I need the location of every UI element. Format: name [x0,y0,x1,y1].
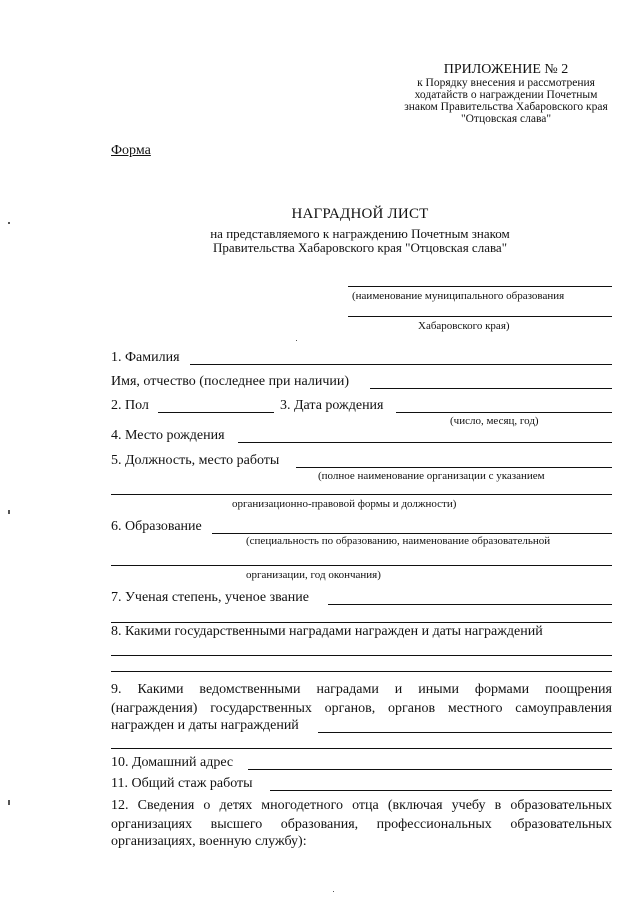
municipality-hint-1: (наименование муниципального образования [352,290,565,302]
field-education-hint-2: организации, год окончания) [246,569,381,581]
scan-speck [8,510,10,514]
field-name-line[interactable] [370,388,612,389]
field-state-awards-line-2[interactable] [111,671,612,672]
scan-speck [8,222,10,224]
field-children-line-2: организациях высшего образования, профессиональных образовательных [111,817,612,832]
field-address-line[interactable] [248,769,612,770]
field-dept-awards-line-2: (награждения) государственных органов, органов местного самоуправления [111,701,612,716]
field-surname-label: 1. Фамилия [111,350,180,365]
field-education-line[interactable] [212,533,612,534]
field-dept-awards-line-2[interactable] [111,748,612,749]
municipality-line-1[interactable] [348,286,612,287]
appendix-title: ПРИЛОЖЕНИЕ № 2 [443,62,569,77]
field-name-label: Имя, отчество (последнее при наличии) [111,374,350,389]
field-experience-label: 11. Общий стаж работы [111,776,253,791]
field-birthplace-label: 4. Место рождения [111,428,225,443]
field-degree-line-2[interactable] [111,622,612,623]
field-birthdate-label: 3. Дата рождения [280,398,384,413]
municipality-line-2[interactable] [348,316,612,317]
field-dept-awards-line-3: награжден и даты награждений [111,718,299,733]
field-position-label: 5. Должность, место работы [111,453,280,468]
field-address-label: 10. Домашний адрес [111,755,234,770]
field-experience-line[interactable] [270,790,612,791]
field-birthdate-line[interactable] [396,412,612,413]
field-state-awards-label: 8. Какими государственными наградами награжден и даты награждений [111,624,543,639]
field-position-hint-2: организационно-правовой формы и должности) [232,498,457,510]
appendix-line-4: "Отцовская слава" [460,113,552,125]
municipality-hint-2: Хабаровского края) [418,320,510,332]
field-dept-awards-line-1: 9. Какими ведомственными наградами и иными формами поощрения [111,682,612,697]
field-dept-awards-line[interactable] [318,732,612,733]
field-sex-line[interactable] [158,412,274,413]
field-position-hint-1: (полное наименование организации с указанием [318,470,545,482]
document-subtitle [110,227,610,255]
field-sex-label: 2. Пол [111,398,149,413]
field-birthdate-hint: (число, месяц, год) [450,415,539,427]
field-position-line-2[interactable] [111,494,612,495]
document-title: НАГРАДНОЙ ЛИСТ [291,206,429,222]
subtitle-line-1: на представляемого к награждению Почетным знаком [210,226,510,241]
field-education-hint-1: (специальность по образованию, наименование образовательной [246,535,551,547]
appendix-line-2: ходатайств о награждении Почетным [414,89,598,101]
field-children-line-3: организациях, военную службу): [111,834,307,849]
field-children-line-1: 12. Сведения о детях многодетного отца (включая учебу в образовательных [111,798,612,813]
scan-speck [8,800,10,805]
appendix-line-1: к Порядку внесения и рассмотрения [417,77,595,89]
field-surname-line[interactable] [190,364,612,365]
field-birthplace-line[interactable] [238,442,612,443]
subtitle-line-2: Правительства Хабаровского края "Отцовская слава" [212,240,508,255]
field-education-line-2[interactable] [111,565,612,566]
field-degree-line[interactable] [328,604,612,605]
field-degree-label: 7. Ученая степень, ученое звание [111,590,309,605]
field-position-line[interactable] [296,467,612,468]
field-state-awards-line-1[interactable] [111,655,612,656]
appendix-block [390,62,622,125]
scan-speck [296,340,297,341]
form-label: Форма [111,143,151,158]
field-education-label: 6. Образование [111,519,202,534]
appendix-line-3: знаком Правительства Хабаровского края [404,101,608,113]
scan-speck [333,891,334,892]
